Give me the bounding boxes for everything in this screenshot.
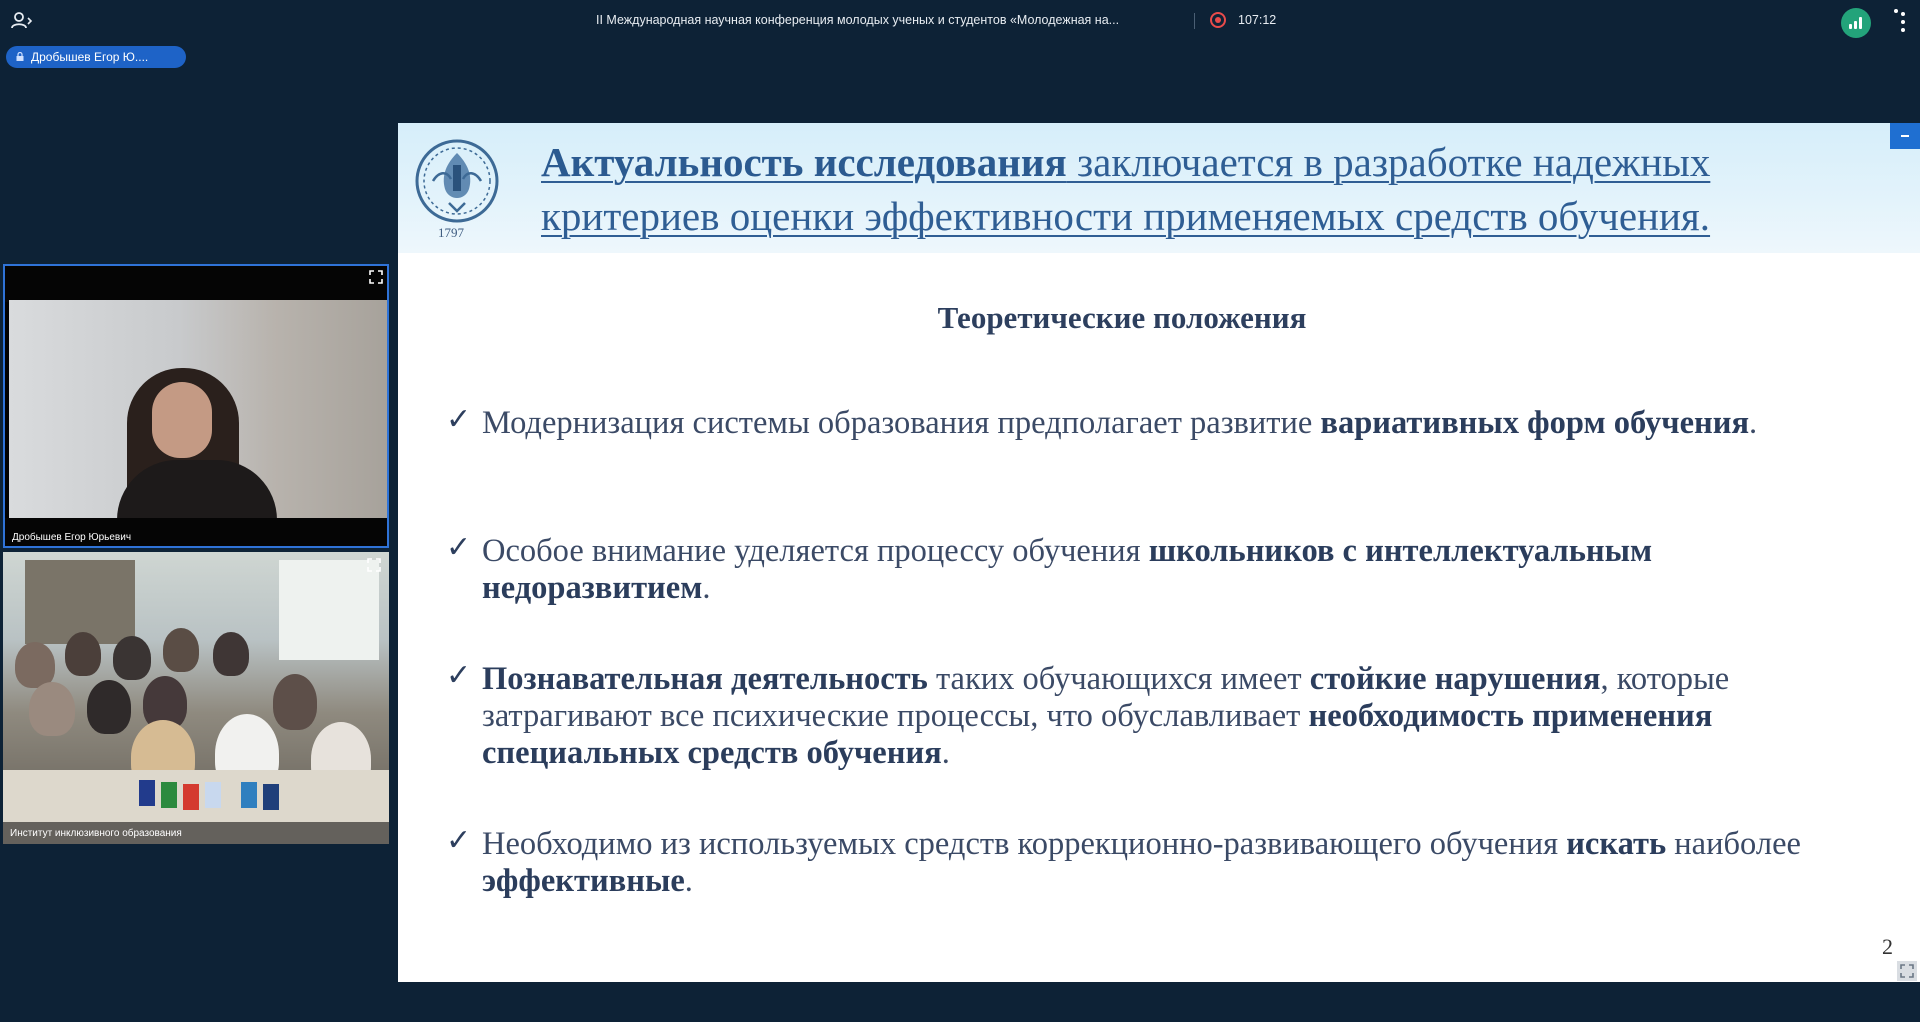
checkmark-icon: ✓ bbox=[446, 402, 472, 437]
bullet-segment: Модернизация системы образования предполагает развитие bbox=[482, 405, 1321, 441]
bullet-text bbox=[482, 533, 1832, 607]
bullet-segment: Необходимо из используемых средств коррекционно-развивающего обучения bbox=[482, 826, 1567, 862]
slide-minimize-button[interactable] bbox=[1890, 123, 1920, 149]
bullet-segment: . bbox=[702, 570, 711, 606]
more-options-button[interactable] bbox=[1887, 9, 1905, 35]
divider bbox=[1194, 13, 1195, 29]
conference-title: II Международная научная конференция молодых ученых и студентов «Молодежная на... bbox=[596, 13, 1120, 27]
bullet-segment-bold: эффективные bbox=[482, 863, 685, 899]
top-bar bbox=[0, 0, 1920, 42]
bullet-segment: таких обучающихся имеет bbox=[927, 661, 1310, 697]
bullet-text bbox=[482, 661, 1832, 772]
tile-participant-name: Дробышев Егор Юрьевич bbox=[12, 532, 132, 543]
slide-title-bold: Актуальность исследования bbox=[541, 139, 1067, 185]
bullet-segment-bold: Познавательная деятельность bbox=[482, 661, 928, 697]
slide-title bbox=[541, 135, 1881, 243]
slide-page-number: 2 bbox=[1882, 934, 1893, 959]
checkmark-icon: ✓ bbox=[446, 658, 472, 693]
bullet-segment-bold: вариативных форм обучения bbox=[1320, 405, 1750, 441]
bullet-segment: наиболее bbox=[1666, 826, 1801, 862]
slide-header bbox=[398, 123, 1920, 253]
slide-title-line-2: критериев оценки эффективности применяемых средств обучения. bbox=[541, 193, 1711, 239]
participants-icon bbox=[10, 9, 36, 33]
checkmark-icon: ✓ bbox=[446, 823, 472, 858]
bullet-segment-bold: необходимость применения специальных средств обучения bbox=[482, 698, 1713, 771]
classroom-video-feed bbox=[3, 552, 389, 844]
presenter-chip[interactable] bbox=[6, 46, 186, 68]
classroom-video-tile[interactable] bbox=[3, 552, 389, 844]
bullet-text bbox=[482, 826, 1832, 900]
university-crest-icon bbox=[411, 135, 503, 231]
tile-participant-name: Институт инклюзивного образования bbox=[10, 828, 182, 839]
bullet-segment: . bbox=[1749, 405, 1758, 441]
connection-quality-button[interactable] bbox=[1841, 8, 1871, 38]
bullet-segment: . bbox=[684, 863, 693, 899]
participants-button[interactable] bbox=[10, 9, 36, 33]
slide-title-line-1 bbox=[541, 135, 1881, 189]
more-vertical-icon bbox=[1894, 9, 1898, 13]
expand-icon[interactable] bbox=[367, 558, 381, 572]
bullet-segment: Особое внимание уделяется процессу обучения bbox=[482, 533, 1149, 569]
bullet-segment: , которые затрагивают все психические процессы, что обуславливает bbox=[482, 661, 1730, 734]
speaker-video-feed bbox=[9, 300, 387, 518]
bullet-segment-bold: искать bbox=[1566, 826, 1667, 862]
bullet-segment-bold: школьников с интеллектуальным недоразвитием bbox=[482, 533, 1653, 606]
bullet-text bbox=[482, 405, 1832, 442]
recording-timer: 107:12 bbox=[1238, 13, 1277, 27]
bullet-segment-bold: стойкие нарушения bbox=[1309, 661, 1601, 697]
speaker-video-tile[interactable] bbox=[3, 264, 389, 548]
bullet-segment: . bbox=[941, 735, 950, 771]
fit-screen-icon[interactable] bbox=[1897, 961, 1917, 981]
crest-year: 1797 bbox=[438, 225, 464, 240]
slide-subtitle: Теоретические положения bbox=[937, 300, 1307, 335]
record-icon bbox=[1210, 12, 1226, 28]
presenter-name: Дробышев Егор Ю.... bbox=[31, 50, 149, 64]
checkmark-icon: ✓ bbox=[446, 530, 472, 565]
slide-title-rest: заключается в разработке надежных bbox=[1066, 139, 1711, 185]
lock-icon bbox=[16, 52, 24, 61]
shared-presentation-slide bbox=[398, 123, 1920, 982]
video-letterbox bbox=[5, 266, 387, 302]
expand-icon[interactable] bbox=[369, 270, 383, 284]
